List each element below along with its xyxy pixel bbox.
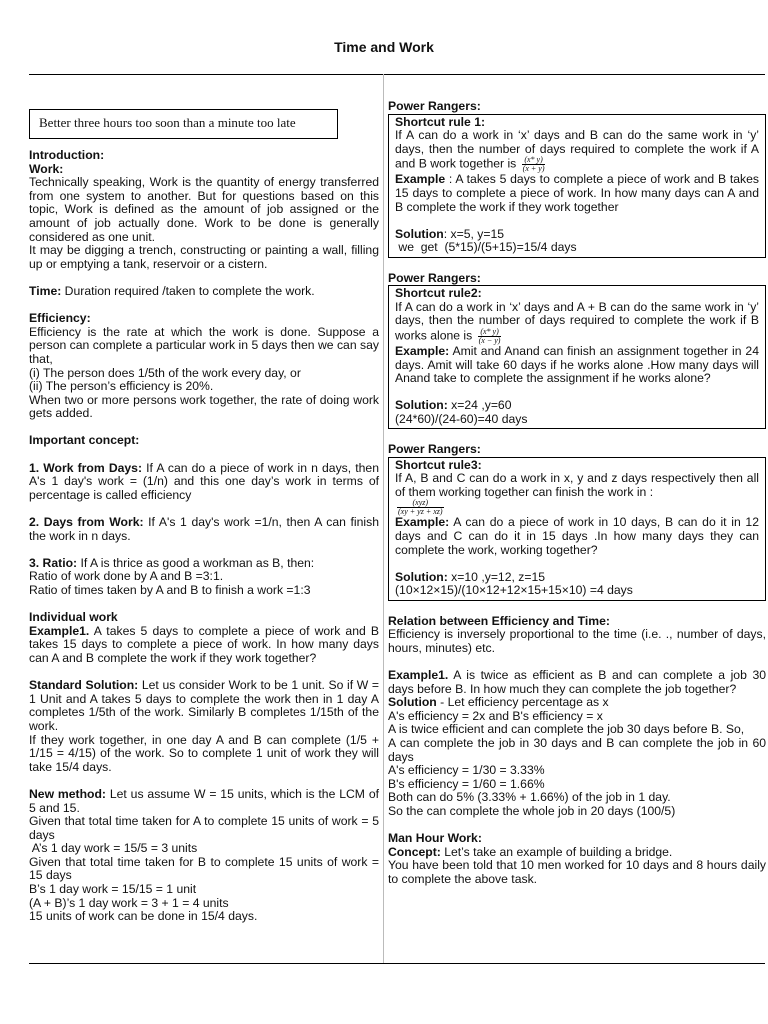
time-label: Time: — [29, 283, 62, 298]
right-solution-line: A's efficiency = 1/30 = 3.33% — [388, 763, 545, 778]
work-text: Technically speaking, Work is the quantity of energy transferred from one system to another. But for questions based on this topic, Work is defined as the amount of job assigned or the amount of job actually done. Work to be done is generally considered as one unit. — [29, 175, 379, 244]
top-rule — [29, 74, 765, 75]
concept-3-text: If A is thrice as good a workman as B, then: — [77, 555, 315, 570]
rule-2-solution-2: (24*60)/(24-60)=40 days — [395, 411, 528, 426]
new-method — [29, 788, 379, 815]
rule-2-fraction — [478, 328, 502, 345]
quote-box — [29, 109, 338, 139]
rule-3-text: If A, B and C can do a work in x, y and z days respectively then all of them working together can finish the work in : — [395, 471, 759, 499]
shortcut-rule-2-box — [388, 285, 766, 429]
fraction-denominator: (xy + yz + xz) — [398, 507, 443, 517]
right-solution-line: So the can complete the whole job in 20 days (100/5) — [388, 803, 676, 818]
standard-solution-text: Let us consider Work to be 1 unit. So if W = 1 Unit and A takes 5 days to complete the work then in 1 day A completes 1/5th of the work. Similarly B completes 1/15th of the work. — [29, 678, 379, 733]
power-rangers-label: Power Rangers: — [388, 99, 481, 113]
column-divider — [383, 74, 384, 963]
concept-3-line-1: Ratio of work done by A and B =3:1. — [29, 569, 224, 584]
concept-3-line-2: Ratio of times taken by A and B to finish a work =1:3 — [29, 583, 311, 597]
standard-solution-label: Standard Solution: — [29, 678, 139, 693]
right-example-1-text: A is twice as efficient as B and can complete a job 30 days before B. In how much they can complete the job together? — [388, 667, 766, 696]
power-rangers-label: Power Rangers: — [388, 270, 481, 285]
right-solution-text: - Let efficiency percentage as x — [436, 695, 609, 710]
time-text: Duration required /taken to complete the work. — [61, 283, 315, 298]
right-column — [388, 100, 766, 886]
new-method-line: (A + B)’s 1 day work = 3 + 1 = 4 units — [29, 895, 229, 910]
concept-2 — [29, 516, 379, 543]
rule-1-solution-2: we get (5*15)/(5+15)=15/4 days — [395, 240, 577, 255]
right-solution-line: B's efficiency = 1/60 = 1.66% — [388, 776, 545, 791]
concept-1-text: If A can do a piece of work in n days, then A's 1 day's work = (1/n) and this one day’s work in terms of percentage is called efficiency — [29, 460, 379, 502]
rule-3-solution — [395, 571, 759, 585]
rule-1-solution-label: Solution — [395, 226, 444, 241]
concept-line-2: You have been told that 10 men worked for 10 days and 8 hours daily to complete the above task. — [388, 858, 766, 886]
bottom-rule — [29, 963, 765, 964]
concept-3 — [29, 557, 379, 571]
man-hour-heading: Man Hour Work: — [388, 831, 482, 846]
rule-2-solution-text: x=24 ,y=60 — [447, 398, 512, 413]
rule-2-text-a: If A can do a work in ‘x’ days and A + B can do the same work in ‘y’ days, then the number of days required to complete the work if B works alone is — [395, 299, 759, 343]
concept-1 — [29, 462, 379, 503]
rule-3-example-text: A can do a piece of work in 10 days, B can do it in 12 days and C can do it in 15 days .In how many days they can complete the work, working together? — [395, 515, 759, 557]
rule-3-fraction — [397, 499, 444, 516]
concept-text: Let’s take an example of building a bridge. — [440, 844, 673, 859]
right-solution-line: A is twice efficient and can complete the job 30 days before B. So, — [388, 722, 745, 737]
rule-1-solution-text: : x=5, y=15 — [443, 226, 505, 241]
fraction-numerator: (x* y) — [522, 156, 546, 165]
rule-1-heading: Shortcut rule 1: — [395, 114, 486, 129]
rule-2-text — [395, 301, 759, 345]
rule-3-fraction-line — [395, 499, 759, 516]
efficiency-heading: Efficiency: — [29, 311, 91, 326]
time-paragraph — [29, 285, 379, 299]
standard-solution — [29, 679, 379, 733]
concept-2-text: If A's 1 day's work =1/n, then A can finish the work in n days. — [29, 515, 379, 543]
rule-3-example — [395, 516, 759, 557]
new-method-line: B’s 1 day work = 15/15 = 1 unit — [29, 882, 197, 897]
rule-2-solution — [395, 399, 759, 413]
new-method-label: New method: — [29, 786, 106, 801]
right-solution-line: A can complete the job in 30 days and B can complete the job in 60 days — [388, 735, 766, 764]
important-heading: Important concept: — [29, 433, 140, 448]
rule-1-example-text: : A takes 5 days to complete a piece of work and B takes 15 days to complete a piece of work. In how many days can A and B complete the work if they work together — [395, 172, 759, 214]
rule-3-solution-text: x=10 ,y=12, z=15 — [447, 569, 546, 584]
work-text-2: It may be digging a trench, constructing or painting a wall, filling up or emptying a tank, reservoir or a cistern. — [29, 243, 379, 271]
new-method-line: Given that total time taken for A to complete 15 units of work = 5 days — [29, 814, 379, 842]
left-column — [29, 100, 379, 924]
rule-3-example-label: Example: — [395, 515, 450, 530]
rule-3-heading: Shortcut rule3: — [395, 457, 482, 472]
rule-1-text-a: If A can do a work in ‘x’ days and B can do the same work in ‘y’ days, then the number of days required to complete the work if A and B work together is — [395, 128, 759, 172]
relation-text: Efficiency is inversely proportional to the time (i.e. ., number of days, hours, minutes) etc. — [388, 627, 766, 655]
fraction-numerator: (x* y) — [478, 328, 502, 337]
rule-2-heading: Shortcut rule2: — [395, 286, 482, 301]
concept-label: Concept: — [388, 844, 441, 859]
new-method-text: Let us assume W = 15 units, which is the LCM of 5 and 15. — [29, 786, 379, 815]
intro-heading: Introduction: — [29, 148, 105, 162]
example-1-label: Example1. — [29, 623, 90, 638]
shortcut-rule-1-box — [388, 114, 766, 258]
efficiency-point-ii: (ii) The person’s efficiency is 20%. — [29, 379, 214, 394]
rule-2-example-text: Amit and Anand can finish an assignment together in 24 days. Amit will take 60 days if he works alone .How many days will Anand take to complete the assignment if he works alone? — [395, 343, 759, 386]
right-example-1 — [388, 669, 766, 696]
rule-1-solution — [395, 228, 759, 242]
new-method-line: Given that total time taken for B to complete 15 units of work = 15 days — [29, 854, 379, 883]
rule-2-solution-label: Solution: — [395, 398, 448, 413]
right-solution-label: Solution — [388, 695, 437, 710]
rule-3-solution-label: Solution: — [395, 569, 448, 584]
rule-1-example — [395, 173, 759, 214]
rule-2-example — [395, 345, 759, 386]
fraction-denominator: (x + y) — [522, 164, 545, 174]
efficiency-text: Efficiency is the rate at which the work is done. Suppose a person can complete a particular work in 5 days then we can say that, — [29, 324, 379, 366]
right-solution-line: Both can do 5% (3.33% + 1.66%) of the job in 1 day. — [388, 790, 671, 805]
new-method-line: 15 units of work can be done in 15/4 days. — [29, 909, 258, 924]
concept-1-label: 1. Work from Days: — [29, 460, 143, 475]
right-example-1-label: Example1. — [388, 667, 449, 682]
rule-2-example-label: Example: — [395, 343, 450, 358]
right-solution-line: A's efficiency = 2x and B's efficiency = x — [388, 708, 603, 723]
rule-3-solution-2: (10×12×15)/(10×12+12×15+15×10) =4 days — [395, 583, 633, 598]
efficiency-more: When two or more persons work together, the rate of doing work gets added. — [29, 392, 379, 421]
new-method-line: A’s 1 day work = 15/5 = 3 units — [29, 841, 198, 856]
concept-paragraph — [388, 846, 766, 860]
right-solution — [388, 696, 766, 710]
fraction-denominator: (x − y) — [478, 335, 501, 345]
power-rangers-label: Power Rangers: — [388, 442, 481, 457]
efficiency-point-i: (i) The person does 1/5th of the work every day, or — [29, 365, 301, 380]
rule-1-text — [395, 129, 759, 173]
example-1 — [29, 625, 379, 666]
rule-1-fraction — [522, 156, 546, 173]
individual-heading: Individual work — [29, 610, 118, 625]
concept-3-label: 3. Ratio: — [29, 555, 78, 570]
work-heading: Work: — [29, 161, 64, 176]
quote-text: Better three hours too soon than a minute too late — [39, 115, 296, 130]
fraction-numerator: (xyz) — [397, 499, 444, 508]
standard-solution-2: If they work together, in one day A and B can complete (1/5 + 1/15 = 4/15) of the work. So to complete 1 unit of work they will take 15/4 days. — [29, 732, 379, 774]
page-title: Time and Work — [334, 39, 434, 55]
relation-heading: Relation between Efficiency and Time: — [388, 613, 610, 628]
shortcut-rule-3-box — [388, 457, 766, 601]
example-1-text: A takes 5 days to complete a piece of work and B takes 15 days to complete a piece of work. In how many days can A and B complete the work if they work together? — [29, 623, 379, 665]
rule-1-example-label: Example — [395, 172, 446, 187]
concept-2-label: 2. Days from Work: — [29, 515, 144, 530]
